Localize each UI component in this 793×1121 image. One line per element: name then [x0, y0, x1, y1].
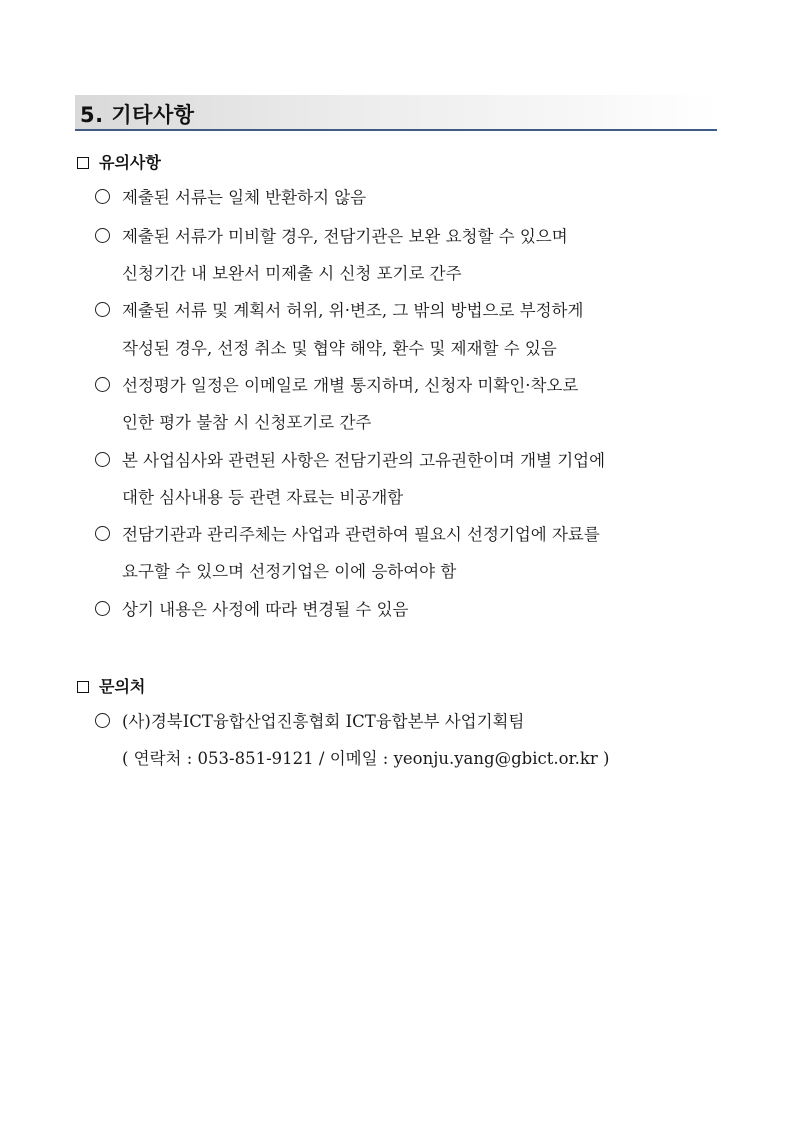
note-item-2-line-1: 제출된 서류가 미비할 경우, 전담기관은 보완 요청할 수 있으며: [122, 227, 568, 246]
contact-title: 문의처: [99, 677, 146, 696]
note-item-4-line-2: 인한 평가 불참 시 신청포기로 간주: [122, 413, 372, 432]
circle-bullet-icon: [95, 452, 110, 467]
note-item-6-line-2: 요구할 수 있으며 선정기업은 이에 응하여야 함: [122, 562, 457, 581]
circle-bullet-icon: [95, 228, 110, 243]
note-item-7-line-1: 상기 내용은 사정에 따라 변경될 수 있음: [122, 600, 409, 619]
note-item-5-line-2: 대한 심사내용 등 관련 자료는 비공개함: [122, 488, 404, 507]
notes-title: 유의사항: [99, 153, 161, 172]
circle-bullet-icon: [95, 713, 110, 728]
note-item-3-line-2: 작성된 경우, 선정 취소 및 협약 해약, 환수 및 제재할 수 있음: [122, 339, 557, 358]
section-title: 5. 기타사항: [80, 103, 195, 127]
circle-bullet-icon: [95, 302, 110, 317]
circle-bullet-icon: [95, 189, 110, 204]
note-item-1-line-1: 제출된 서류는 일체 반환하지 않음: [122, 188, 367, 207]
checkbox-square-icon: [77, 681, 89, 693]
circle-bullet-icon: [95, 377, 110, 392]
contact-details: ( 연락처 : 053-851-9121 / 이메일 : yeonju.yang@gbict.or.kr ): [122, 749, 610, 768]
note-item-5-line-1: 본 사업심사와 관련된 사항은 전담기관의 고유권한이며 개별 기업에: [122, 451, 606, 470]
section-heading-bar: [75, 95, 717, 131]
note-item-3-line-1: 제출된 서류 및 계획서 허위, 위·변조, 그 밖의 방법으로 부정하게: [122, 301, 584, 320]
notes-subheading: [77, 150, 161, 173]
contact-organization: (사)경북ICT융합산업진흥협회 ICT융합본부 사업기획팀: [122, 712, 525, 731]
contact-subheading: [77, 674, 145, 697]
circle-bullet-icon: [95, 601, 110, 616]
note-item-2-line-2: 신청기간 내 보완서 미제출 시 신청 포기로 간주: [122, 264, 462, 283]
circle-bullet-icon: [95, 526, 110, 541]
note-item-6-line-1: 전담기관과 관리주체는 사업과 관련하여 필요시 선정기업에 자료를: [122, 525, 600, 544]
note-item-4-line-1: 선정평가 일정은 이메일로 개별 통지하며, 신청자 미확인·착오로: [122, 376, 579, 395]
checkbox-square-icon: [77, 157, 89, 169]
